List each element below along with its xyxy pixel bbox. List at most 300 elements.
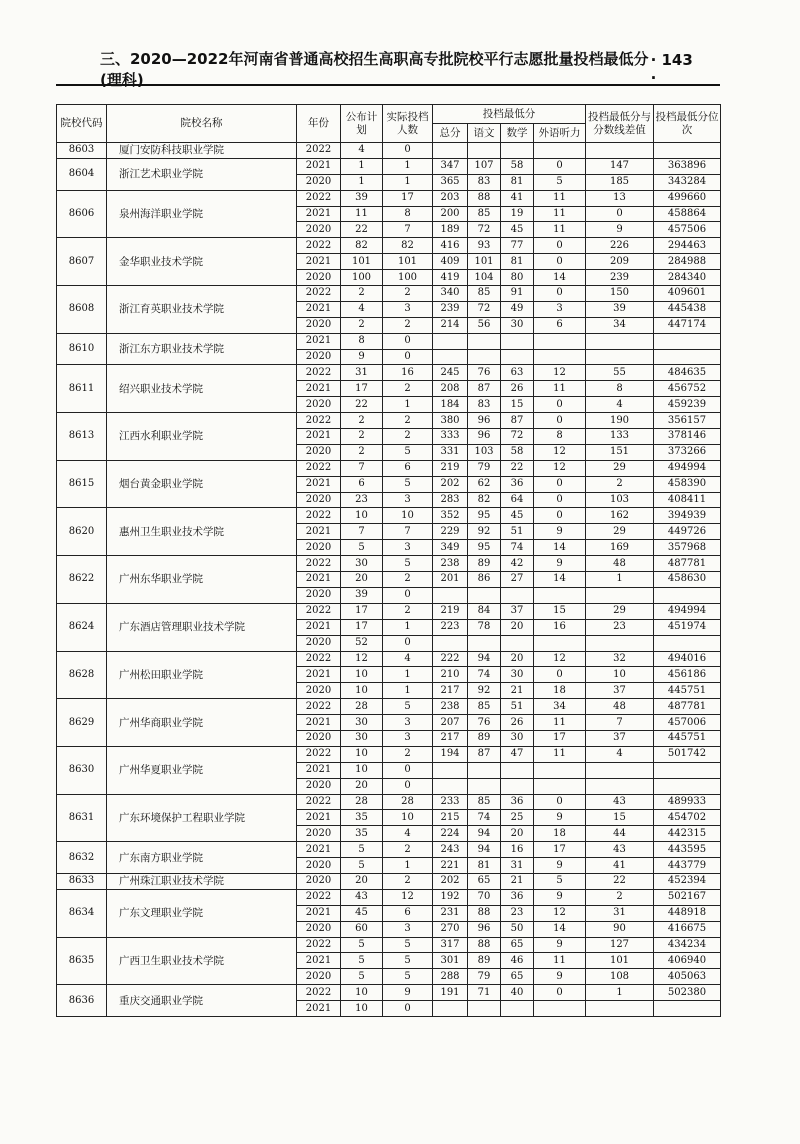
cell-listening: 15: [534, 603, 586, 619]
school-code: 8610: [57, 333, 107, 365]
cell-math: 72: [501, 429, 534, 445]
cell-actual: 5: [383, 969, 433, 985]
cell-total: 191: [433, 985, 468, 1001]
cell-math: 22: [501, 460, 534, 476]
cell-math: 47: [501, 746, 534, 762]
cell-chinese: 65: [468, 873, 501, 889]
cell-rank: 458390: [654, 476, 721, 492]
cell-chinese: [468, 1001, 501, 1017]
cell-listening: 12: [534, 365, 586, 381]
cell-total: 215: [433, 810, 468, 826]
cell-listening: [534, 143, 586, 159]
cell-actual: 16: [383, 365, 433, 381]
cell-listening: 12: [534, 444, 586, 460]
cell-listening: 11: [534, 222, 586, 238]
cell-rank: 443779: [654, 858, 721, 874]
cell-plan: 10: [341, 667, 383, 683]
cell-listening: 11: [534, 953, 586, 969]
cell-total: [433, 143, 468, 159]
school-code: 8622: [57, 556, 107, 604]
school-code: 8632: [57, 842, 107, 874]
cell-listening: [534, 333, 586, 349]
cell-math: [501, 1001, 534, 1017]
cell-rank: 457506: [654, 222, 721, 238]
cell-diff: 31: [586, 905, 654, 921]
cell-diff: 48: [586, 556, 654, 572]
cell-listening: 0: [534, 794, 586, 810]
cell-listening: [534, 762, 586, 778]
cell-rank: 501742: [654, 746, 721, 762]
page-number: · 143 ·: [650, 51, 693, 87]
cell-actual: 2: [383, 746, 433, 762]
cell-chinese: [468, 778, 501, 794]
cell-chinese: 96: [468, 429, 501, 445]
cell-rank: 357968: [654, 540, 721, 556]
cell-diff: 151: [586, 444, 654, 460]
cell-diff: [586, 762, 654, 778]
cell-listening: 14: [534, 921, 586, 937]
cell-chinese: 85: [468, 699, 501, 715]
cell-listening: 0: [534, 286, 586, 302]
cell-math: 65: [501, 937, 534, 953]
cell-diff: 147: [586, 158, 654, 174]
cell-math: 58: [501, 444, 534, 460]
cell-year: 2021: [297, 572, 341, 588]
cell-chinese: 84: [468, 603, 501, 619]
cell-diff: 34: [586, 317, 654, 333]
header-rule: [56, 84, 720, 86]
cell-diff: 226: [586, 238, 654, 254]
table-row: [57, 158, 721, 174]
cell-actual: 100: [383, 270, 433, 286]
cell-listening: 11: [534, 746, 586, 762]
cell-total: 223: [433, 619, 468, 635]
cell-math: 31: [501, 858, 534, 874]
cell-chinese: 85: [468, 206, 501, 222]
cell-plan: 43: [341, 889, 383, 905]
cell-math: 26: [501, 381, 534, 397]
cell-chinese: 86: [468, 572, 501, 588]
cell-listening: 9: [534, 810, 586, 826]
cell-math: 65: [501, 969, 534, 985]
cell-rank: 494994: [654, 460, 721, 476]
cell-diff: [586, 143, 654, 159]
cell-diff: [586, 778, 654, 794]
table-row: [57, 365, 721, 381]
cell-total: 231: [433, 905, 468, 921]
cell-listening: [534, 635, 586, 651]
cell-plan: 10: [341, 508, 383, 524]
cell-plan: 2: [341, 286, 383, 302]
cell-diff: [586, 349, 654, 365]
cell-plan: 35: [341, 810, 383, 826]
school-code: 8607: [57, 238, 107, 286]
cell-listening: 11: [534, 381, 586, 397]
cell-plan: 10: [341, 1001, 383, 1017]
cell-rank: 452394: [654, 873, 721, 889]
table-body: [57, 143, 721, 1017]
col-math: 数学: [501, 124, 534, 143]
col-total: 总分: [433, 124, 468, 143]
cell-total: [433, 587, 468, 603]
school-code: 8611: [57, 365, 107, 413]
cell-actual: 0: [383, 349, 433, 365]
cell-chinese: 74: [468, 667, 501, 683]
cell-diff: 37: [586, 683, 654, 699]
cell-year: 2021: [297, 476, 341, 492]
cell-actual: 5: [383, 937, 433, 953]
admission-table: [56, 104, 721, 1017]
cell-diff: 1: [586, 572, 654, 588]
cell-plan: 5: [341, 842, 383, 858]
cell-listening: 0: [534, 238, 586, 254]
col-name: 院校名称: [107, 105, 297, 143]
cell-rank: 434234: [654, 937, 721, 953]
cell-rank: 443595: [654, 842, 721, 858]
cell-math: 19: [501, 206, 534, 222]
cell-year: 2020: [297, 540, 341, 556]
cell-year: 2022: [297, 413, 341, 429]
cell-actual: 5: [383, 953, 433, 969]
cell-diff: [586, 1001, 654, 1017]
cell-actual: 6: [383, 460, 433, 476]
cell-chinese: 88: [468, 937, 501, 953]
school-name: 浙江育英职业技术学院: [107, 286, 297, 334]
cell-actual: 1: [383, 667, 433, 683]
cell-plan: 10: [341, 746, 383, 762]
cell-total: 340: [433, 286, 468, 302]
cell-actual: 0: [383, 587, 433, 603]
cell-year: 2021: [297, 715, 341, 731]
cell-actual: 10: [383, 508, 433, 524]
cell-actual: 2: [383, 603, 433, 619]
cell-chinese: 92: [468, 683, 501, 699]
page-title: 三、2020—2022年河南省普通高校招生高职高专批院校平行志愿批量投档最低分(理科): [100, 50, 649, 89]
table-row: [57, 508, 721, 524]
cell-actual: 2: [383, 413, 433, 429]
table-row: [57, 413, 721, 429]
cell-listening: 0: [534, 254, 586, 270]
cell-listening: 18: [534, 683, 586, 699]
cell-actual: 3: [383, 715, 433, 731]
school-code: 8628: [57, 651, 107, 699]
cell-year: 2021: [297, 842, 341, 858]
cell-year: 2020: [297, 492, 341, 508]
cell-year: 2021: [297, 619, 341, 635]
cell-year: 2020: [297, 683, 341, 699]
col-plan: 公布计划: [341, 105, 383, 143]
cell-actual: 0: [383, 333, 433, 349]
cell-listening: 6: [534, 317, 586, 333]
cell-math: [501, 349, 534, 365]
cell-chinese: 83: [468, 174, 501, 190]
cell-chinese: 82: [468, 492, 501, 508]
cell-total: 317: [433, 937, 468, 953]
table-row: [57, 937, 721, 953]
school-name: 江西水利职业学院: [107, 413, 297, 461]
school-name: 泉州海洋职业学院: [107, 190, 297, 238]
cell-actual: 2: [383, 317, 433, 333]
school-code: 8613: [57, 413, 107, 461]
cell-chinese: 88: [468, 190, 501, 206]
cell-listening: 0: [534, 985, 586, 1001]
cell-year: 2020: [297, 730, 341, 746]
cell-plan: 7: [341, 460, 383, 476]
cell-plan: 2: [341, 444, 383, 460]
cell-chinese: 89: [468, 730, 501, 746]
school-name: 广州珠江职业技术学院: [107, 873, 297, 889]
col-year: 年份: [297, 105, 341, 143]
cell-plan: 39: [341, 587, 383, 603]
cell-math: 81: [501, 254, 534, 270]
cell-year: 2020: [297, 873, 341, 889]
cell-total: 201: [433, 572, 468, 588]
cell-diff: 29: [586, 460, 654, 476]
cell-chinese: 93: [468, 238, 501, 254]
cell-math: [501, 635, 534, 651]
cell-plan: 5: [341, 969, 383, 985]
cell-actual: 2: [383, 429, 433, 445]
cell-actual: 1: [383, 683, 433, 699]
cell-chinese: 95: [468, 540, 501, 556]
cell-chinese: 96: [468, 921, 501, 937]
cell-actual: 3: [383, 492, 433, 508]
cell-rank: 416675: [654, 921, 721, 937]
cell-plan: 5: [341, 953, 383, 969]
cell-diff: 150: [586, 286, 654, 302]
cell-chinese: 96: [468, 413, 501, 429]
cell-math: 36: [501, 476, 534, 492]
cell-listening: 18: [534, 826, 586, 842]
cell-math: 15: [501, 397, 534, 413]
cell-rank: 405063: [654, 969, 721, 985]
cell-rank: 343284: [654, 174, 721, 190]
table-row: [57, 143, 721, 159]
cell-actual: 9: [383, 985, 433, 1001]
cell-total: 192: [433, 889, 468, 905]
cell-rank: 502167: [654, 889, 721, 905]
cell-rank: 457006: [654, 715, 721, 731]
cell-year: 2020: [297, 222, 341, 238]
cell-year: 2022: [297, 889, 341, 905]
cell-total: 229: [433, 524, 468, 540]
cell-diff: 29: [586, 603, 654, 619]
cell-listening: 14: [534, 270, 586, 286]
cell-chinese: 107: [468, 158, 501, 174]
cell-actual: 17: [383, 190, 433, 206]
cell-diff: 169: [586, 540, 654, 556]
cell-rank: 363896: [654, 158, 721, 174]
cell-total: 352: [433, 508, 468, 524]
cell-rank: 356157: [654, 413, 721, 429]
cell-math: 30: [501, 667, 534, 683]
table-row: [57, 190, 721, 206]
table-row: [57, 842, 721, 858]
cell-chinese: 94: [468, 826, 501, 842]
school-code: 8603: [57, 143, 107, 159]
cell-diff: 41: [586, 858, 654, 874]
cell-rank: 408411: [654, 492, 721, 508]
cell-diff: 4: [586, 746, 654, 762]
cell-rank: 447174: [654, 317, 721, 333]
cell-year: 2021: [297, 206, 341, 222]
cell-math: 74: [501, 540, 534, 556]
cell-plan: 2: [341, 429, 383, 445]
cell-plan: 1: [341, 174, 383, 190]
cell-plan: 23: [341, 492, 383, 508]
cell-total: 331: [433, 444, 468, 460]
cell-total: 217: [433, 730, 468, 746]
cell-plan: 2: [341, 317, 383, 333]
cell-rank: 484635: [654, 365, 721, 381]
cell-rank: [654, 349, 721, 365]
cell-year: 2022: [297, 651, 341, 667]
cell-total: 202: [433, 873, 468, 889]
cell-year: 2022: [297, 286, 341, 302]
page-header: [100, 50, 700, 89]
cell-year: 2020: [297, 349, 341, 365]
cell-actual: 5: [383, 556, 433, 572]
cell-listening: 34: [534, 699, 586, 715]
school-name: 烟台黄金职业学院: [107, 460, 297, 508]
cell-rank: [654, 143, 721, 159]
cell-plan: 17: [341, 619, 383, 635]
cell-rank: 406940: [654, 953, 721, 969]
cell-math: [501, 778, 534, 794]
cell-actual: 7: [383, 524, 433, 540]
cell-diff: 9: [586, 222, 654, 238]
cell-chinese: 85: [468, 286, 501, 302]
table-row: [57, 238, 721, 254]
cell-plan: 17: [341, 603, 383, 619]
cell-math: 20: [501, 619, 534, 635]
cell-plan: 101: [341, 254, 383, 270]
col-code: 院校代码: [57, 105, 107, 143]
cell-year: 2022: [297, 365, 341, 381]
cell-actual: 2: [383, 873, 433, 889]
cell-listening: 11: [534, 206, 586, 222]
cell-listening: 5: [534, 174, 586, 190]
cell-chinese: 70: [468, 889, 501, 905]
cell-math: 91: [501, 286, 534, 302]
cell-chinese: 87: [468, 381, 501, 397]
cell-listening: 17: [534, 730, 586, 746]
school-code: 8606: [57, 190, 107, 238]
cell-math: 77: [501, 238, 534, 254]
cell-listening: [534, 349, 586, 365]
cell-total: 208: [433, 381, 468, 397]
cell-actual: 3: [383, 301, 433, 317]
cell-math: 37: [501, 603, 534, 619]
cell-total: [433, 778, 468, 794]
cell-total: 301: [433, 953, 468, 969]
cell-rank: 294463: [654, 238, 721, 254]
cell-diff: 185: [586, 174, 654, 190]
cell-rank: 378146: [654, 429, 721, 445]
table-row: [57, 794, 721, 810]
cell-rank: 445438: [654, 301, 721, 317]
cell-diff: 8: [586, 381, 654, 397]
cell-listening: 9: [534, 858, 586, 874]
cell-math: 49: [501, 301, 534, 317]
cell-listening: 0: [534, 667, 586, 683]
table-row: [57, 889, 721, 905]
cell-year: 2020: [297, 317, 341, 333]
table-row: [57, 746, 721, 762]
cell-plan: 28: [341, 794, 383, 810]
cell-diff: 55: [586, 365, 654, 381]
cell-year: 2021: [297, 333, 341, 349]
table-row: [57, 460, 721, 476]
cell-plan: 20: [341, 873, 383, 889]
cell-listening: [534, 587, 586, 603]
cell-year: 2022: [297, 746, 341, 762]
cell-total: 207: [433, 715, 468, 731]
cell-chinese: [468, 333, 501, 349]
cell-total: 409: [433, 254, 468, 270]
cell-diff: 10: [586, 667, 654, 683]
cell-diff: 0: [586, 206, 654, 222]
cell-math: 20: [501, 826, 534, 842]
cell-plan: 22: [341, 397, 383, 413]
cell-rank: 494016: [654, 651, 721, 667]
cell-rank: 487781: [654, 699, 721, 715]
school-code: 8633: [57, 873, 107, 889]
school-code: 8634: [57, 889, 107, 937]
cell-math: 26: [501, 715, 534, 731]
school-name: 广西卫生职业技术学院: [107, 937, 297, 985]
school-code: 8635: [57, 937, 107, 985]
cell-listening: 9: [534, 556, 586, 572]
cell-math: 46: [501, 953, 534, 969]
school-code: 8629: [57, 699, 107, 747]
cell-actual: 3: [383, 730, 433, 746]
cell-listening: 0: [534, 508, 586, 524]
cell-listening: 11: [534, 715, 586, 731]
cell-rank: 454702: [654, 810, 721, 826]
cell-plan: 60: [341, 921, 383, 937]
cell-year: 2022: [297, 794, 341, 810]
cell-listening: 8: [534, 429, 586, 445]
cell-math: [501, 587, 534, 603]
cell-listening: 11: [534, 190, 586, 206]
cell-year: 2021: [297, 1001, 341, 1017]
cell-plan: 45: [341, 905, 383, 921]
table-row: [57, 333, 721, 349]
cell-rank: 502380: [654, 985, 721, 1001]
cell-rank: 409601: [654, 286, 721, 302]
cell-diff: 48: [586, 699, 654, 715]
cell-year: 2020: [297, 778, 341, 794]
cell-actual: 12: [383, 889, 433, 905]
cell-year: 2021: [297, 524, 341, 540]
cell-diff: [586, 587, 654, 603]
cell-listening: 14: [534, 540, 586, 556]
cell-listening: 12: [534, 651, 586, 667]
cell-total: 222: [433, 651, 468, 667]
cell-actual: 3: [383, 540, 433, 556]
cell-year: 2022: [297, 508, 341, 524]
cell-total: 238: [433, 699, 468, 715]
cell-actual: 1: [383, 174, 433, 190]
cell-math: [501, 762, 534, 778]
col-actual: 实际投档人数: [383, 105, 433, 143]
cell-year: 2020: [297, 397, 341, 413]
cell-chinese: [468, 143, 501, 159]
cell-diff: 133: [586, 429, 654, 445]
cell-diff: 13: [586, 190, 654, 206]
cell-rank: 456752: [654, 381, 721, 397]
